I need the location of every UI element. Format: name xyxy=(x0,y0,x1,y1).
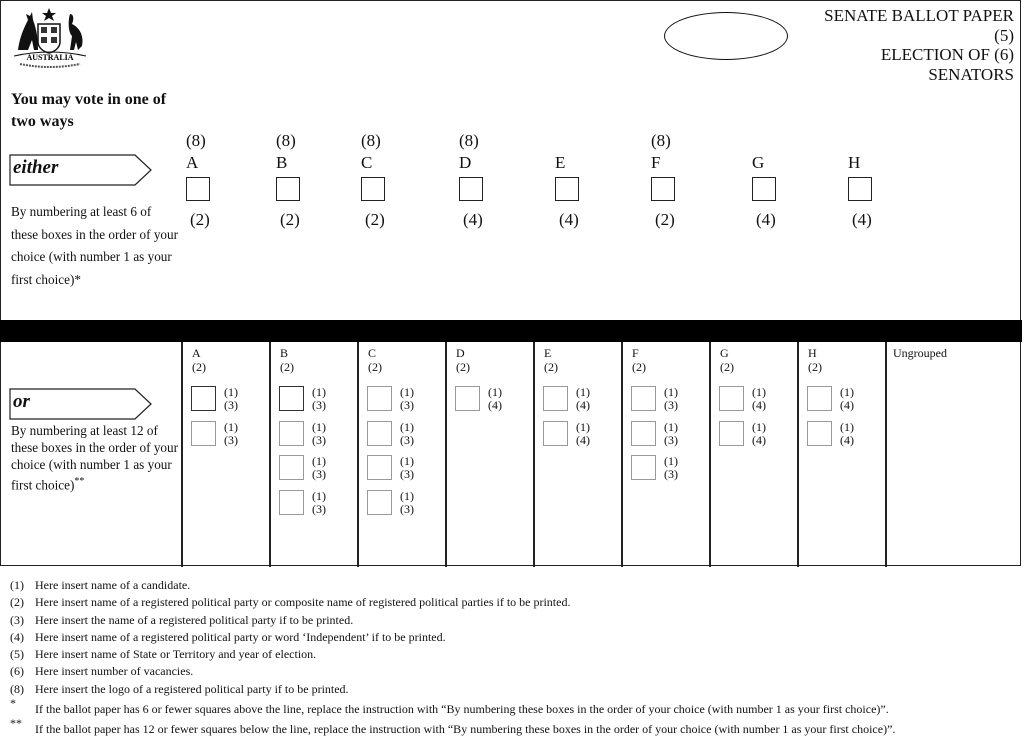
below-line-instruction xyxy=(11,422,181,493)
footnote-text: Here insert name of a registered political party or composite name of registered political parties if to be printed. xyxy=(35,595,571,610)
candidate-list xyxy=(358,386,444,524)
candidate-row xyxy=(622,421,708,456)
candidate-text xyxy=(664,386,678,412)
or-text: or xyxy=(13,391,30,412)
group-party-placeholder: (2) xyxy=(456,360,470,374)
candidate-vote-box[interactable] xyxy=(543,421,568,446)
candidate-vote-box[interactable] xyxy=(631,386,656,411)
group-party-placeholder: (2) xyxy=(280,210,300,229)
footnote-mark: ** xyxy=(10,716,22,731)
group-logo-placeholder: (8) xyxy=(276,131,296,150)
group-letter: E xyxy=(555,153,566,172)
candidate-text xyxy=(312,386,326,412)
candidate-vote-box[interactable] xyxy=(367,490,392,515)
candidate-name-placeholder: (1) xyxy=(312,454,326,468)
candidate-name-placeholder: (1) xyxy=(400,419,414,434)
candidate-name-placeholder: (1) xyxy=(400,454,414,468)
candidate-text xyxy=(840,421,854,447)
candidate-text xyxy=(576,386,590,412)
vote-heading: You may vote in one of two ways xyxy=(11,91,167,130)
candidate-party-placeholder: (3) xyxy=(664,467,678,481)
candidate-vote-box[interactable] xyxy=(279,421,304,446)
candidate-name-placeholder: (1) xyxy=(224,419,238,434)
ballot-initials-oval xyxy=(664,12,788,60)
candidate-party-placeholder: (4) xyxy=(576,432,590,447)
candidate-vote-box[interactable] xyxy=(807,421,832,446)
footnote xyxy=(10,646,1020,663)
candidate-text xyxy=(752,386,766,412)
candidate-party-placeholder: (3) xyxy=(312,432,326,447)
candidate-party-placeholder: (4) xyxy=(840,432,854,447)
candidate-name-placeholder: (1) xyxy=(664,419,678,434)
group-party-placeholder: (2) xyxy=(655,210,675,229)
group-party-placeholder: (2) xyxy=(720,360,734,374)
candidate-party-placeholder: (4) xyxy=(840,398,854,412)
group-header xyxy=(358,346,444,374)
above-line-group xyxy=(459,131,519,230)
candidate-row xyxy=(358,421,444,456)
column-divider xyxy=(885,342,887,567)
footnote-text: If the ballot paper has 12 or fewer squares below the line, replace the instruction with “By numbering these boxes in the order of your choice (with number 1 as your first choice)”. xyxy=(35,722,896,737)
group-letter: E xyxy=(544,346,552,360)
candidate-text xyxy=(400,455,414,481)
footnote xyxy=(10,612,1020,629)
candidate-vote-box[interactable] xyxy=(367,455,392,480)
group-party-placeholder: (4) xyxy=(852,210,872,229)
candidate-row xyxy=(182,386,268,421)
below-line-group xyxy=(710,346,796,455)
group-vote-box[interactable] xyxy=(848,177,872,201)
candidate-text xyxy=(224,421,238,447)
candidate-row xyxy=(710,421,796,456)
candidate-party-placeholder: (3) xyxy=(312,398,326,412)
footnote-text: Here insert number of vacancies. xyxy=(35,664,194,679)
group-letter: C xyxy=(368,346,377,360)
candidate-text xyxy=(576,421,590,447)
footnote-text: Here insert name of State or Territory and year of election. xyxy=(35,647,317,662)
below-line-group xyxy=(622,346,708,490)
title-line: (5) xyxy=(994,25,1014,45)
star-footnote xyxy=(10,696,1020,718)
coat-of-arms-logo xyxy=(10,6,90,70)
footnote xyxy=(10,663,1020,680)
above-line-group xyxy=(361,131,421,230)
below-line-group xyxy=(534,346,620,455)
candidate-party-placeholder: (3) xyxy=(400,467,414,481)
title-line: ELECTION OF (6) xyxy=(880,45,1014,64)
candidate-text xyxy=(840,386,854,412)
above-line-group xyxy=(752,131,812,230)
group-logo-placeholder: (8) xyxy=(459,131,479,150)
candidate-name-placeholder: (1) xyxy=(224,385,238,399)
above-line-group xyxy=(848,131,908,230)
or-label xyxy=(9,388,149,418)
candidate-name-placeholder: (1) xyxy=(312,419,326,434)
group-party-placeholder: (4) xyxy=(463,210,483,229)
candidate-name-placeholder: (1) xyxy=(840,385,854,399)
candidate-name-placeholder: (1) xyxy=(576,419,590,434)
candidate-row xyxy=(270,490,356,525)
candidate-name-placeholder: (1) xyxy=(664,385,678,399)
candidate-text xyxy=(400,386,414,412)
group-vote-box[interactable] xyxy=(651,177,675,201)
candidate-text xyxy=(312,490,326,516)
candidate-vote-box[interactable] xyxy=(279,455,304,480)
ballot-title xyxy=(824,6,1014,84)
candidate-row xyxy=(270,386,356,421)
candidate-vote-box[interactable] xyxy=(719,421,744,446)
group-vote-box[interactable] xyxy=(555,177,579,201)
candidate-row xyxy=(798,421,884,456)
group-vote-box[interactable] xyxy=(752,177,776,201)
candidate-vote-box[interactable] xyxy=(631,455,656,480)
group-party-placeholder: (2) xyxy=(544,360,558,374)
footnote xyxy=(10,594,1020,611)
either-label xyxy=(9,154,149,184)
group-party-placeholder: (2) xyxy=(808,360,822,374)
candidate-party-placeholder: (3) xyxy=(224,398,238,412)
candidate-text xyxy=(400,490,414,516)
candidate-list xyxy=(622,386,708,490)
group-vote-box[interactable] xyxy=(276,177,300,201)
footnote-number: (2) xyxy=(10,595,24,610)
candidate-vote-box[interactable] xyxy=(367,386,392,411)
candidate-name-placeholder: (1) xyxy=(312,488,326,503)
candidate-name-placeholder: (1) xyxy=(400,488,414,503)
group-letter: A xyxy=(186,153,199,172)
footnote xyxy=(10,629,1020,646)
group-letter: F xyxy=(651,153,661,172)
candidate-list xyxy=(798,386,884,455)
candidate-row xyxy=(358,490,444,525)
title-line: SENATE BALLOT PAPER xyxy=(824,6,1014,25)
candidate-party-placeholder: (3) xyxy=(224,432,238,447)
candidate-list xyxy=(182,386,268,455)
group-header xyxy=(710,346,796,374)
footnote-number: (5) xyxy=(10,647,24,662)
candidate-vote-box[interactable] xyxy=(543,386,568,411)
candidate-party-placeholder: (4) xyxy=(576,398,590,412)
candidate-party-placeholder: (4) xyxy=(488,398,502,412)
below-line-group xyxy=(446,346,532,421)
candidate-row xyxy=(622,386,708,421)
candidate-text xyxy=(488,386,502,412)
candidate-list xyxy=(270,386,356,524)
group-vote-box[interactable] xyxy=(186,177,210,201)
group-letter: C xyxy=(361,153,373,172)
group-party-placeholder: (2) xyxy=(190,210,210,229)
footnote-text: If the ballot paper has 6 or fewer squares above the line, replace the instruction with “By numbering these boxes in the order of your choice (with number 1 as your first choice)”. xyxy=(35,702,889,717)
candidate-name-placeholder: (1) xyxy=(752,385,766,399)
candidate-text xyxy=(752,421,766,447)
footnote xyxy=(10,681,1020,698)
footnote-text: Here insert name of a candidate. xyxy=(35,578,191,592)
footnote-number: (8) xyxy=(10,681,24,696)
group-logo-placeholder: (8) xyxy=(361,131,381,150)
candidate-vote-box[interactable] xyxy=(631,421,656,446)
footnote-text: Here insert the logo of a registered political party if to be printed. xyxy=(35,681,349,696)
group-header xyxy=(534,346,620,374)
group-header xyxy=(798,346,884,374)
candidate-vote-box[interactable] xyxy=(367,421,392,446)
group-letter: H xyxy=(848,153,861,172)
group-party-placeholder: (4) xyxy=(756,210,776,229)
candidate-party-placeholder: (3) xyxy=(312,501,326,516)
group-letter: F xyxy=(632,346,639,360)
candidate-party-placeholder: (3) xyxy=(400,398,414,412)
group-vote-box[interactable] xyxy=(459,177,483,201)
candidate-text xyxy=(664,421,678,447)
below-line-group xyxy=(270,346,356,524)
below-line-group xyxy=(798,346,884,455)
footnote-text: Here insert the name of a registered political party if to be printed. xyxy=(35,612,354,627)
below-line-instruction-text: By numbering at least 12 of these boxes in the order of your choice (with number 1 as your first choice) xyxy=(11,423,178,493)
group-party-placeholder: (2) xyxy=(280,360,294,374)
group-party-placeholder: (4) xyxy=(559,210,579,229)
group-letter: H xyxy=(808,346,817,360)
candidate-name-placeholder: (1) xyxy=(664,454,678,468)
candidate-vote-box[interactable] xyxy=(455,386,480,411)
candidate-name-placeholder: (1) xyxy=(576,385,590,399)
footnote xyxy=(10,577,1020,594)
above-line-group xyxy=(276,131,336,230)
candidate-party-placeholder: (3) xyxy=(400,501,414,516)
candidate-vote-box[interactable] xyxy=(719,386,744,411)
candidate-name-placeholder: (1) xyxy=(840,419,854,434)
candidate-row xyxy=(534,386,620,421)
candidate-row xyxy=(710,386,796,421)
candidate-row xyxy=(798,386,884,421)
candidate-row xyxy=(358,386,444,421)
candidate-list xyxy=(534,386,620,455)
candidate-text xyxy=(224,386,238,412)
candidate-vote-box[interactable] xyxy=(191,421,216,446)
crest-label: AUSTRALIA xyxy=(26,53,74,62)
candidate-party-placeholder: (3) xyxy=(400,432,414,447)
group-logo-placeholder: (8) xyxy=(651,131,671,150)
above-line-instruction: By numbering at least 6 of these boxes in the order of your choice (with number 1 as your first choice)* xyxy=(11,204,178,287)
instruction-footnote-mark: ** xyxy=(74,476,85,487)
group-header xyxy=(622,346,708,374)
group-logo-placeholder xyxy=(555,131,615,151)
group-letter: A xyxy=(192,346,201,360)
candidate-row xyxy=(182,421,268,456)
footnote-number: (4) xyxy=(10,629,24,644)
group-letter: G xyxy=(720,346,729,360)
candidate-party-placeholder: (3) xyxy=(312,467,326,481)
candidate-party-placeholder: (4) xyxy=(752,432,766,447)
candidate-party-placeholder: (3) xyxy=(664,432,678,447)
group-letter: B xyxy=(276,153,288,172)
below-line-group xyxy=(182,346,268,455)
candidate-party-placeholder: (3) xyxy=(664,398,678,412)
either-text: either xyxy=(13,157,59,178)
candidate-text xyxy=(312,455,326,481)
group-header xyxy=(446,346,532,374)
candidate-row xyxy=(358,455,444,490)
above-line-group xyxy=(555,131,615,230)
footnote-number: (6) xyxy=(10,664,24,679)
dividing-line xyxy=(0,320,1022,342)
group-logo-placeholder xyxy=(848,131,908,151)
group-logo-placeholder: (8) xyxy=(186,131,206,150)
footnote-number: (3) xyxy=(10,612,24,627)
candidate-row xyxy=(446,386,532,421)
candidate-vote-box[interactable] xyxy=(807,386,832,411)
group-party-placeholder: (2) xyxy=(632,360,646,374)
candidate-row xyxy=(270,455,356,490)
candidate-vote-box[interactable] xyxy=(279,386,304,411)
candidate-text xyxy=(664,455,678,481)
candidate-party-placeholder: (4) xyxy=(752,398,766,412)
group-logo-placeholder xyxy=(752,131,812,151)
group-letter: D xyxy=(459,153,472,172)
candidate-vote-box[interactable] xyxy=(191,386,216,411)
footnote-number: (1) xyxy=(10,578,24,592)
group-header xyxy=(270,346,356,374)
candidate-list xyxy=(446,386,532,421)
group-letter: G xyxy=(752,153,765,172)
footnotes xyxy=(10,577,1020,739)
group-letter: D xyxy=(456,346,465,360)
footnote-text: Here insert name of a registered political party or word ‘Independent’ if to be printed. xyxy=(35,629,446,644)
above-line-group xyxy=(651,131,711,230)
group-letter: B xyxy=(280,346,289,360)
candidate-row xyxy=(270,421,356,456)
star-footnote xyxy=(10,716,1020,738)
footnote-mark: * xyxy=(10,696,16,711)
group-header xyxy=(182,346,268,374)
candidate-name-placeholder: (1) xyxy=(400,385,414,399)
group-party-placeholder: (2) xyxy=(368,360,382,374)
candidate-name-placeholder: (1) xyxy=(488,385,502,399)
candidate-text xyxy=(312,421,326,447)
candidate-list xyxy=(710,386,796,455)
group-party-placeholder: (2) xyxy=(365,210,385,229)
above-line-group xyxy=(186,131,246,230)
below-line-group xyxy=(358,346,444,524)
group-vote-box[interactable] xyxy=(361,177,385,201)
candidate-row xyxy=(622,455,708,490)
ungrouped-column-header: Ungrouped xyxy=(893,346,947,360)
candidate-name-placeholder: (1) xyxy=(312,385,326,399)
candidate-name-placeholder: (1) xyxy=(752,419,766,434)
candidate-row xyxy=(534,421,620,456)
group-party-placeholder: (2) xyxy=(192,360,206,374)
candidate-text xyxy=(400,421,414,447)
candidate-vote-box[interactable] xyxy=(279,490,304,515)
title-line: SENATORS xyxy=(928,64,1014,84)
